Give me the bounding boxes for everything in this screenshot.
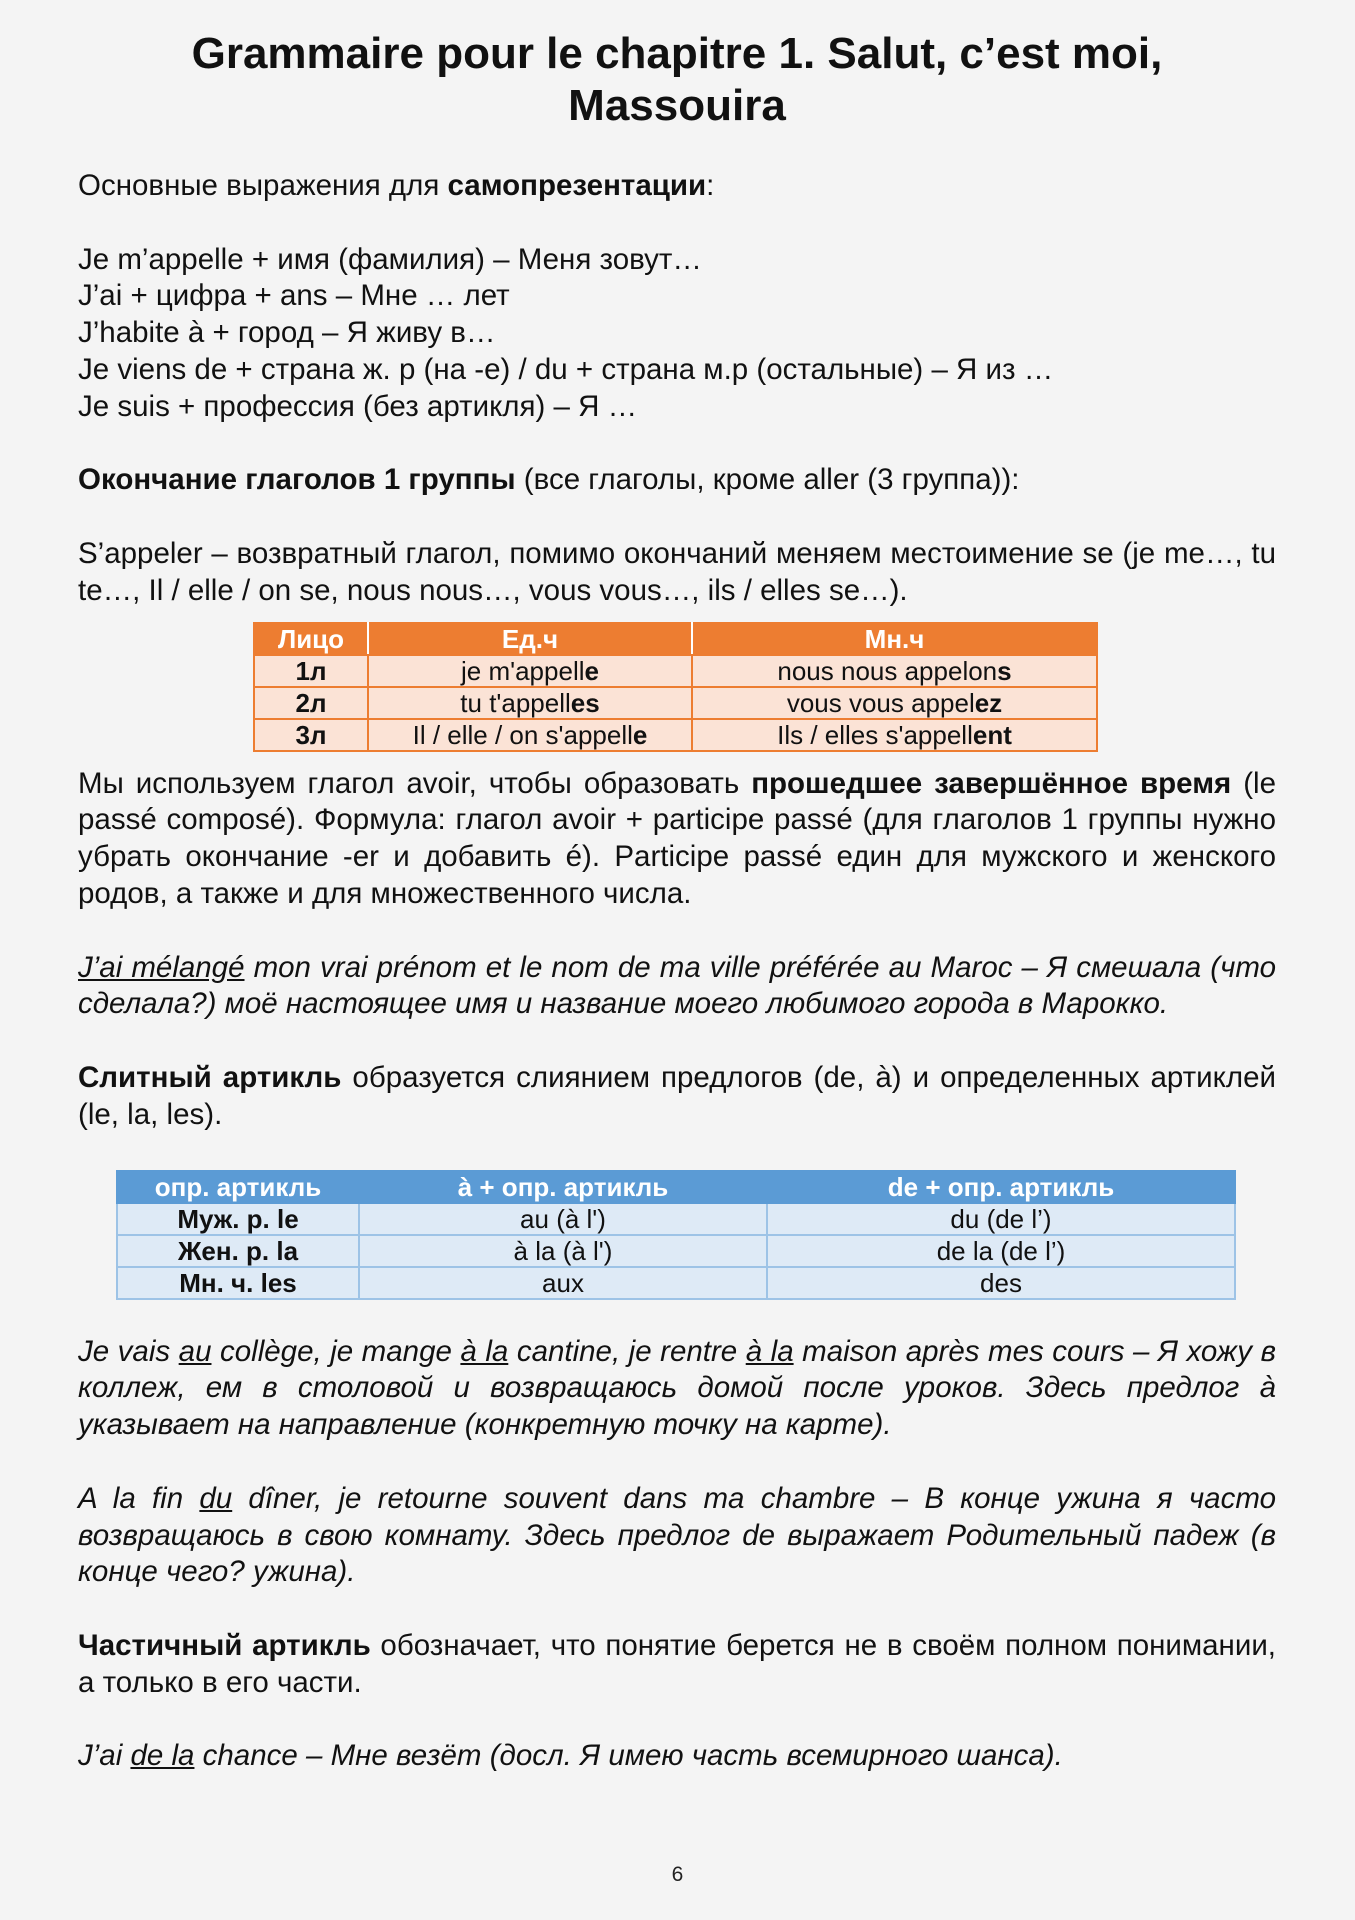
article-cell: Жен. р. la — [117, 1235, 359, 1267]
example-chance: J’ai de la chance – Мне везёт (досл. Я имею часть всемирного шанса). — [78, 1739, 1063, 1773]
expression-line: J’habite à + город – Я живу в… — [78, 316, 496, 350]
table-row — [254, 655, 1097, 687]
table-row — [117, 1235, 1235, 1267]
de-cell: des — [767, 1267, 1235, 1299]
expression-line: Je m’appelle + имя (фамилия) – Меня зовут… — [78, 242, 702, 276]
header-person: Лицо — [254, 623, 368, 655]
a-cell: aux — [359, 1267, 767, 1299]
verbs-heading-bold: Окончание глаголов 1 группы — [78, 463, 516, 497]
example-diner: A la fin du dîner, je retourne souvent dans ma chambre – В конце ужина я часто возвращаюсь в свою комнату. Здесь предлог de выражает Родительный падеж (в конце чего? ужина). — [78, 1481, 1276, 1589]
header-de-article: de + опр. артикль — [767, 1171, 1235, 1203]
contracted-article-paragraph: Слитный артикль образуется слиянием предлогов (de, à) и определенных артиклей (le, la, les). — [78, 1060, 1276, 1131]
example-melange: J’ai mélangé mon vrai prénom et le nom de ma ville préférée au Maroc – Я смешала (что сделала?) моё настоящее имя и название моего любимого города в Марокко. — [78, 950, 1276, 1021]
expressions-list — [78, 242, 1276, 426]
intro-text: Основные выражения для — [78, 169, 448, 202]
document-page — [78, 28, 1276, 1775]
expression-line: Je viens de + страна ж. р (на -е) / du + страна м.р (остальные) – Я из … — [78, 352, 1054, 386]
verbs-heading — [78, 462, 1276, 499]
article-table — [116, 1170, 1236, 1300]
header-article: опр. артикль — [117, 1171, 359, 1203]
table-header-row — [117, 1171, 1235, 1203]
partitive-article-paragraph: Частичный артикль обозначает, что понятие берется не в своём полном понимании, а только в его части. — [78, 1628, 1277, 1699]
article-cell: Мн. ч. les — [117, 1267, 359, 1299]
plural-cell: Ils / elles s'appellent — [692, 719, 1097, 751]
person-cell: 1л — [254, 655, 368, 687]
table-row — [254, 719, 1097, 751]
example-college: Je vais au collège, je mange à la cantine, je rentre à la maison après mes cours – Я хожу в коллеж, ем в столовой и возвращаюсь домой после уроков. Здесь предлог à указывает на направление (конкретную точку на карте). — [78, 1334, 1276, 1442]
singular-cell: tu t'appelles — [368, 687, 692, 719]
person-cell: 3л — [254, 719, 368, 751]
sappeler-paragraph: S’appeler – возвратный глагол, помимо окончаний меняем местоимение se (je me…, tu te…, Il / elle / on se, nous nous…, vous vous…, ils / elles se…). — [78, 536, 1276, 607]
a-cell: à la (à l') — [359, 1235, 767, 1267]
a-cell: au (à l') — [359, 1203, 767, 1235]
header-singular: Ед.ч — [368, 623, 692, 655]
singular-cell: Il / elle / on s'appelle — [368, 719, 692, 751]
de-cell: du (de l’) — [767, 1203, 1235, 1235]
page-title: Grammaire pour le chapitre 1. Salut, c’est moi, Massouira — [191, 29, 1163, 130]
verbs-heading-text: (все глаголы, кроме aller (3 группа)): — [515, 463, 1020, 497]
title-block — [78, 28, 1276, 132]
header-a-article: à + опр. артикль — [359, 1171, 767, 1203]
table-row — [117, 1203, 1235, 1235]
intro-bold: самопрезентации — [447, 169, 707, 202]
expression-line: Je suis + профессия (без артикля) – Я … — [78, 389, 638, 423]
plural-cell: nous nous appelons — [692, 655, 1097, 687]
intro-tail: : — [706, 169, 715, 202]
page-number: 6 — [671, 1863, 684, 1886]
expression-line: J’ai + цифра + ans – Мне … лет — [78, 279, 510, 313]
intro-line — [78, 168, 1276, 205]
article-cell: Муж. р. le — [117, 1203, 359, 1235]
plural-cell: vous vous appelez — [692, 687, 1097, 719]
table-row — [254, 687, 1097, 719]
table-header-row — [254, 623, 1097, 655]
singular-cell: je m'appelle — [368, 655, 692, 687]
person-cell: 2л — [254, 687, 368, 719]
table-row — [117, 1267, 1235, 1299]
de-cell: de la (de l’) — [767, 1235, 1235, 1267]
header-plural: Мн.ч — [692, 623, 1097, 655]
passe-compose-paragraph: Мы используем глагол avoir, чтобы образовать прошедшее завершённое время (le passé composé). Формула: глагол avoir + participe passé (для глаголов 1 группы нужно убрать окончание -er и добавить é). Participe passé един для мужского и женского родов, а также и для множественного числа. — [78, 766, 1276, 910]
conjugation-table — [253, 622, 1098, 752]
